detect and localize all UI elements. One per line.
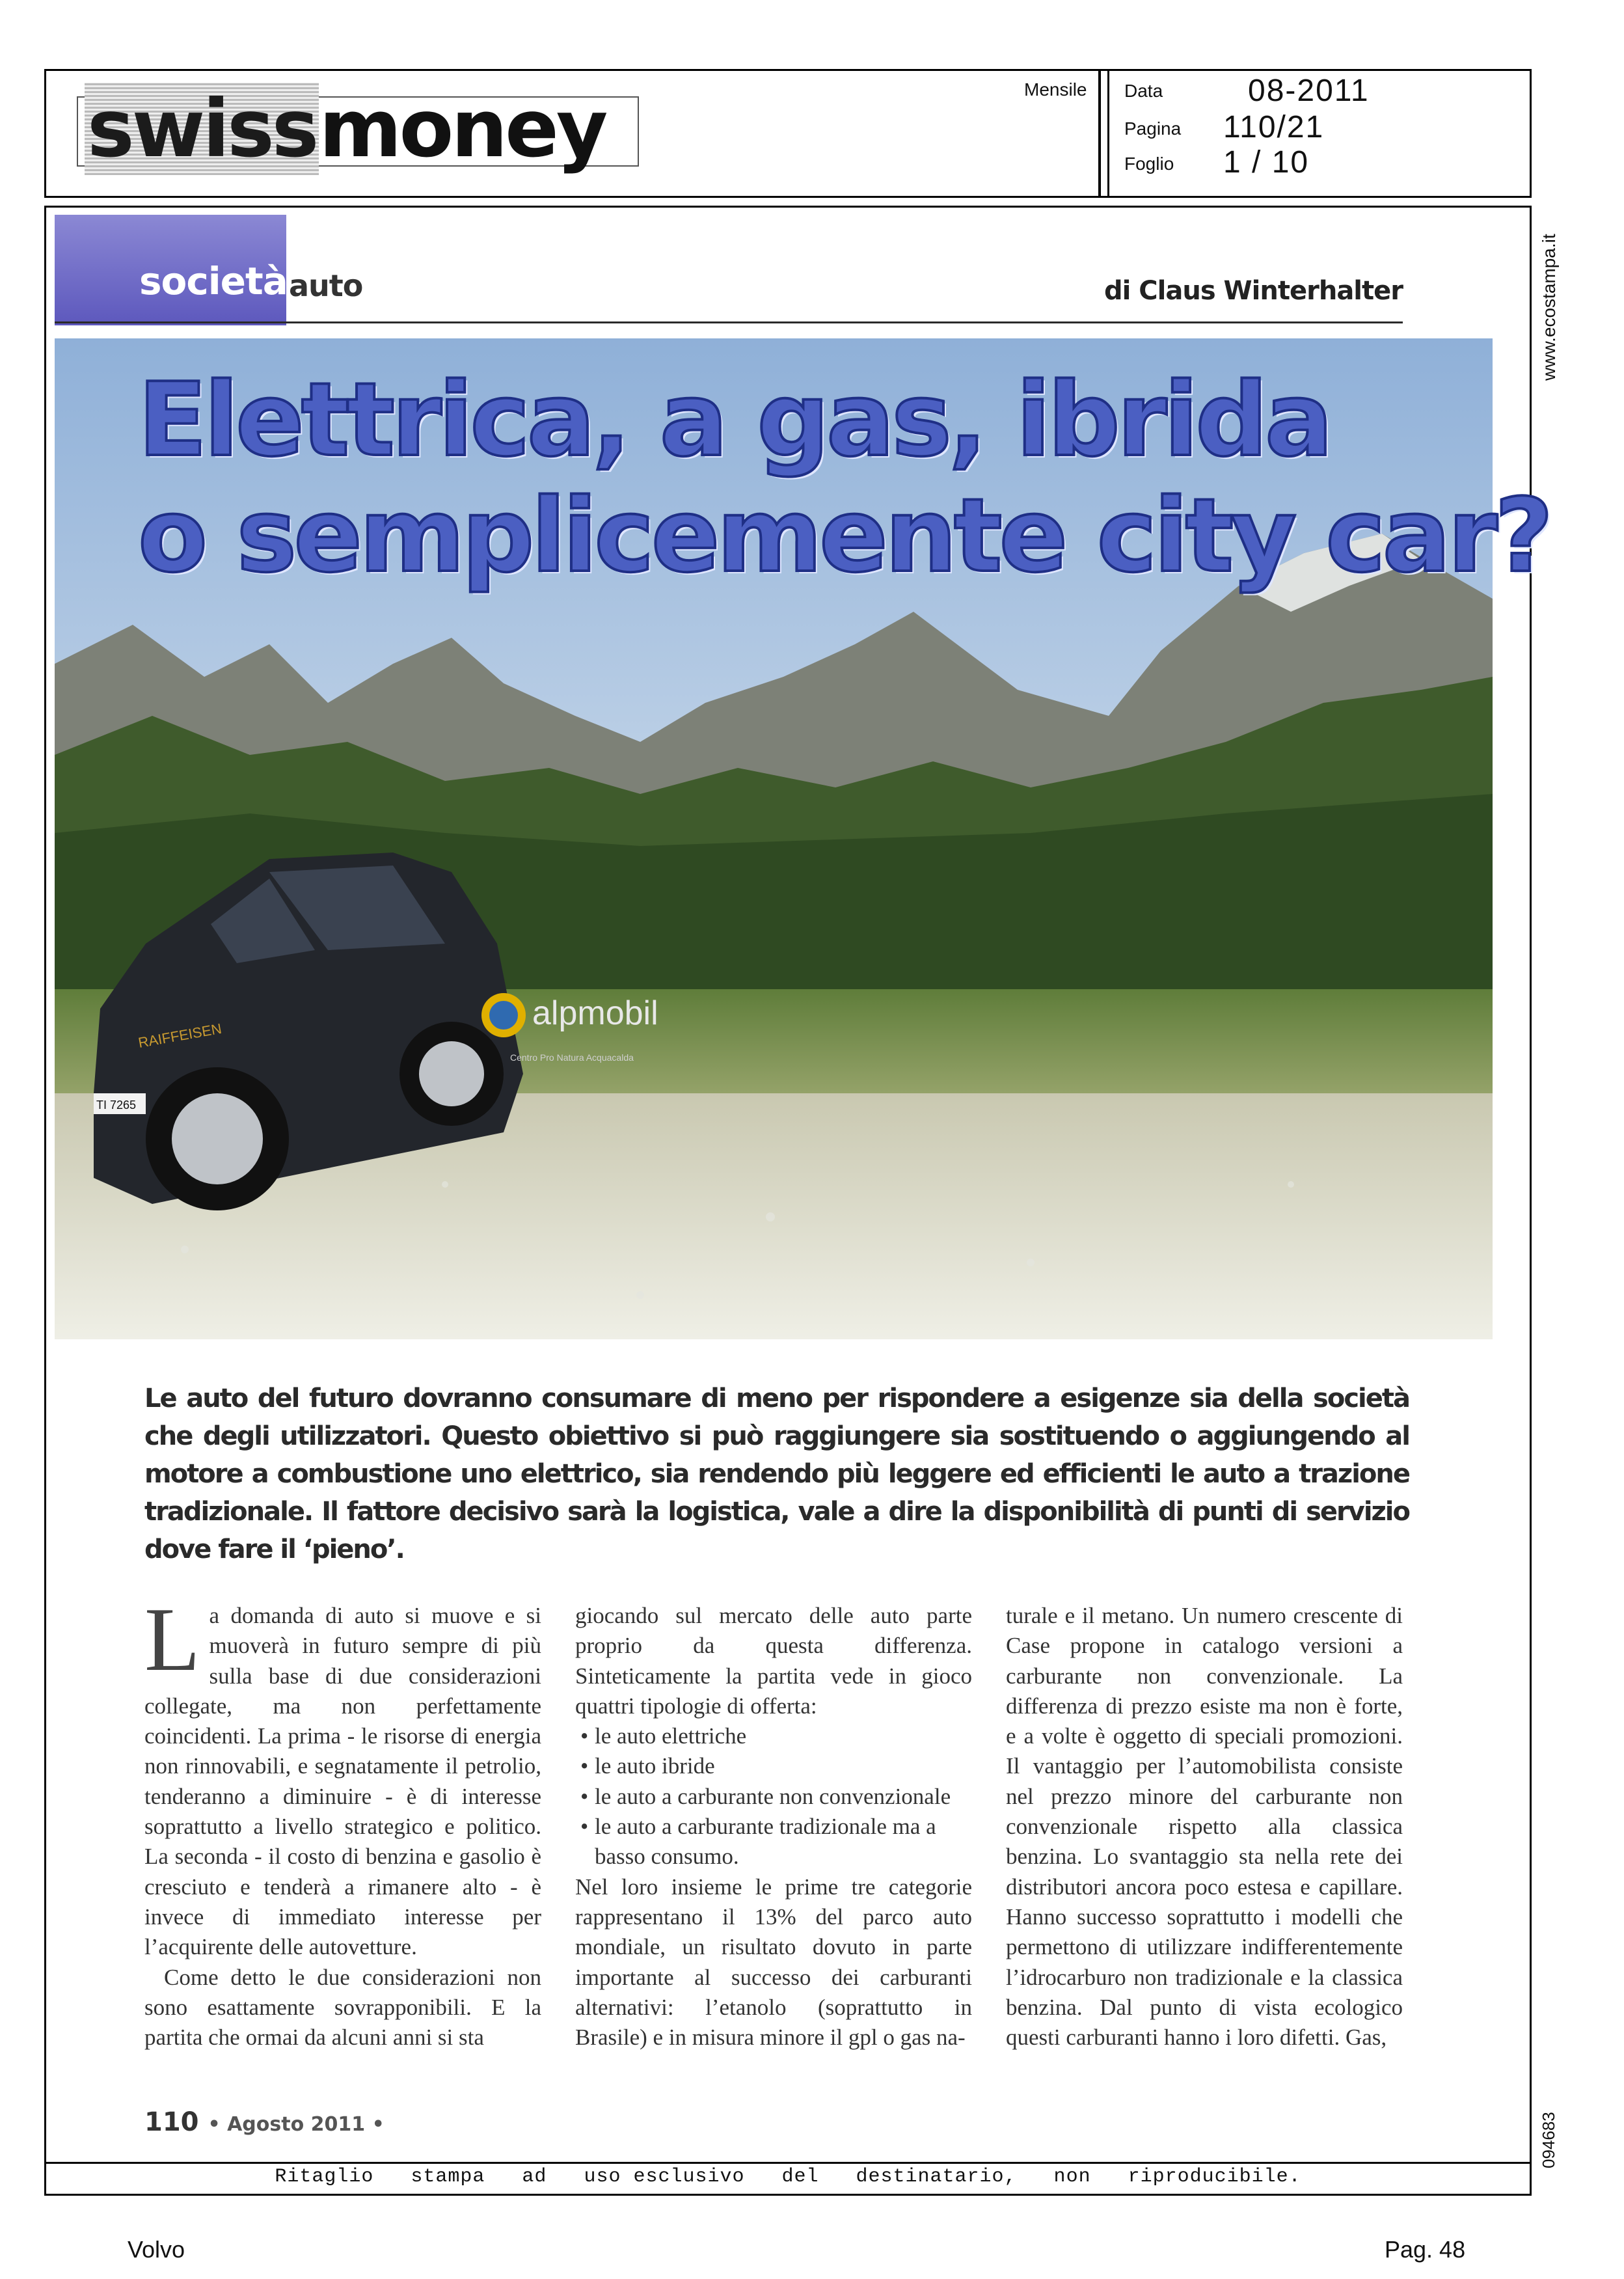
header-divider [1107, 69, 1109, 198]
car-brand-label: alpmobil [532, 994, 658, 1032]
car-subtitle-label: Centro Pro Natura Acquacalda [510, 1052, 634, 1063]
page-value: 110/21 [1223, 110, 1325, 144]
date-label: Data [1124, 81, 1163, 101]
headline-line-2: o semplicemente city car? [138, 476, 1550, 595]
list-item: • le auto a carburante non convenzionale [575, 1782, 972, 1812]
body-paragraph: giocando sul mercato delle auto parte proprio da questa differenza. Sinteticamente la partita vede in gioco quattri tipologie di offerta: [575, 1603, 972, 1719]
section-subtitle: auto [289, 268, 363, 303]
lead-paragraph: Le auto del futuro dovranno consumare di meno per rispondere a esigenze sia della società che degli utilizzatori. Questo obiettivo si può raggiungere sia sostituendo o aggiungendo al motore a combustione uno elettrico, sia rendendo più leggere ed efficienti le auto a trazione tradizionale. Il fattore decisivo sarà la logistica, vale a dire la disponibilità di punti di servizio dove fare il ‘pieno’. [144, 1384, 1409, 1564]
header-divider [1098, 69, 1101, 198]
body-column-2 [575, 1601, 972, 2053]
body-paragraph: a domanda di auto si muove e si muoverà in futuro sempre di più sulla base di due considerazioni collegate, ma non perfettamente coincidenti. La prima - le risorse di energia non rinnovabili, e segnatamente il petrolio, tenderanno a diminuire - è di interesse soprattutto a livello strategico e politico. La seconda - il costo di benzina e gasolio è cresciuto e tenderà a rimanere alto - è invece di immediato interesse per l’acquirente delle autovetture. [144, 1603, 541, 1960]
drop-cap: L [144, 1589, 200, 1690]
sheet-value: 1 / 10 [1223, 145, 1310, 180]
body-paragraph: Nel loro insieme le prime tre categorie rappresentano il 13% del parco auto mondiale, un risultato dovuto in parte importante al successo dei carburanti alternativi: l’etanolo (soprattutto in Brasile) e in misura minore il gpl o gas na- [575, 1874, 972, 2051]
body-paragraph: Come detto le due considerazioni non sono esattamente sovrapponibili. E la partita che ormai da alcuni anni si sta [144, 1964, 541, 2051]
license-plate: TI 7265 [96, 1099, 137, 1112]
list-item: • le auto a carburante tradizionale ma a basso consumo. [575, 1812, 972, 1872]
section-rule [55, 321, 1403, 323]
car-hood-label: RAIFFEISEN [137, 1020, 223, 1051]
disclaimer: Ritaglio stampa ad uso esclusivo del destinatario, non riproducibile. [275, 2166, 1301, 2188]
side-code: 094683 [1539, 2112, 1558, 2168]
headline-line-1: Elettrica, a gas, ibrida [138, 361, 1331, 479]
section-title: società [139, 259, 288, 303]
footer-rule [44, 2162, 1532, 2164]
frequency-label: Mensile [1024, 79, 1087, 100]
list-item: • le auto ibride [575, 1751, 972, 1781]
list-item: • le auto elettriche [575, 1721, 972, 1751]
body-column-3 [1006, 1601, 1403, 2053]
swissmoney-logo: swissmoney [79, 91, 610, 167]
side-url: www.ecostampa.it [1539, 234, 1559, 381]
date-value: 08-2011 [1248, 74, 1370, 108]
body-column-1 [144, 1589, 541, 2053]
body-paragraph: turale e il metano. Un numero crescente di Case propone in catalogo versioni a carburante non convenzionale. La differenza di prezzo esiste ma non è forte, e a volte è oggetto di speciali promozioni. Il vantaggio per l’automobilista consiste nel prezzo minore del carburante non convenzionale rispetto alla classica benzina. Lo svantaggio sta nella rete dei distributori ancora poco estesa e capillare. Hanno successo soprattutto i modelli che permettono di utilizzare indifferentemente l’idrocarburo non tradizionale e la classica benzina. Dal punto di vista ecologico questi carburanti hanno i loro difetti. Gas, [1006, 1603, 1403, 2051]
sheet-label: Foglio [1124, 154, 1174, 174]
clipping-page-number: Pag. 48 [1385, 2236, 1466, 2263]
author-byline: di Claus Winterhalter [1104, 276, 1403, 306]
client-name: Volvo [128, 2236, 185, 2263]
offer-list [575, 1721, 972, 1872]
page-label: Pagina [1124, 118, 1182, 139]
headline [138, 362, 1550, 594]
page-number: 110 • Agosto 2011 • [144, 2107, 385, 2137]
